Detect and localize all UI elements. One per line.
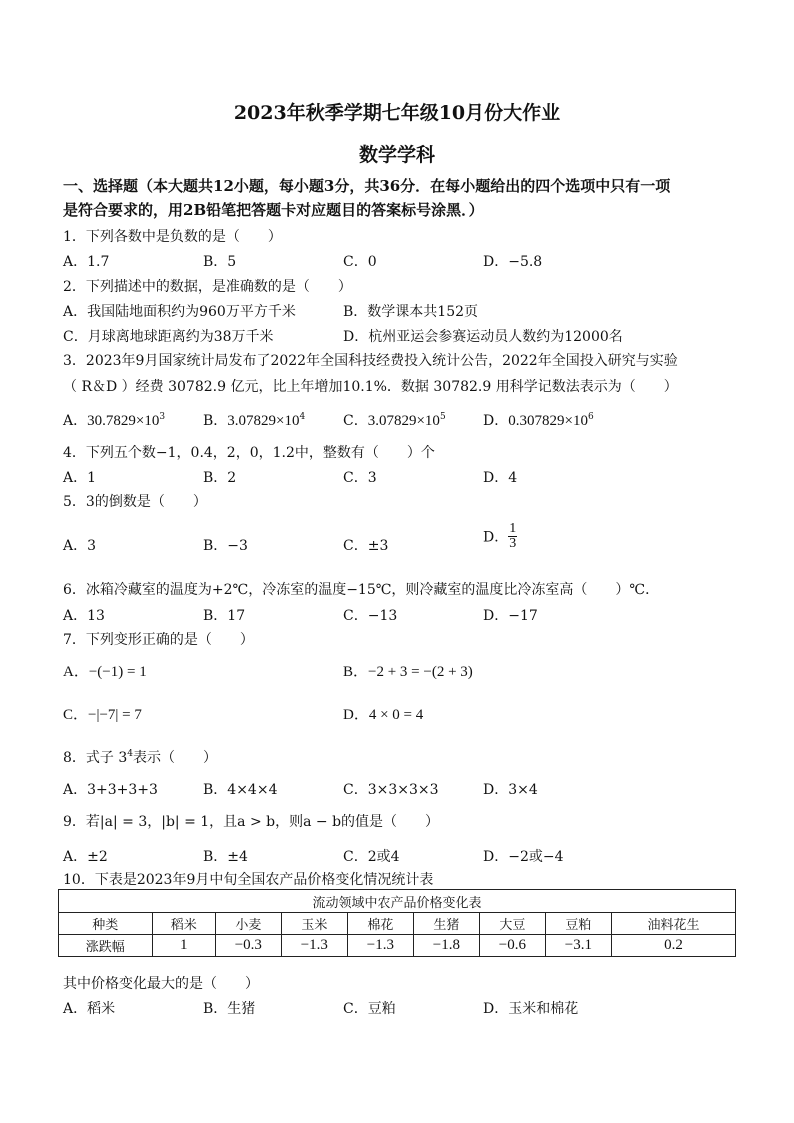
q3-option-b-label: B． bbox=[203, 413, 228, 429]
q5-option-d-label: D． bbox=[483, 529, 509, 546]
table-header-cell: 种类 bbox=[59, 913, 153, 935]
q5-option-c[interactable]: C．±3 bbox=[343, 538, 389, 554]
q9-option-d[interactable]: D．−2或−4 bbox=[483, 849, 564, 865]
q3-option-c-label: C． bbox=[343, 413, 368, 429]
q8-stem-exp: 4 bbox=[127, 749, 133, 759]
q2-option-a[interactable]: A．我国陆地面积约为960万平方千米 bbox=[63, 304, 296, 320]
q6-option-c[interactable]: C．−13 bbox=[343, 608, 398, 624]
q3-option-c[interactable] bbox=[343, 410, 446, 430]
q9-option-a[interactable]: A．±2 bbox=[63, 849, 108, 865]
q5-fraction-numerator: 1 bbox=[509, 521, 517, 536]
q5-fraction bbox=[508, 522, 517, 551]
table-cell: 1 bbox=[152, 935, 215, 957]
table-header-cell: 豆粕 bbox=[545, 913, 611, 935]
q2-option-c[interactable]: C．月球离地球距离约为38万千米 bbox=[63, 329, 274, 345]
q6-option-a[interactable]: A．13 bbox=[63, 608, 105, 624]
q10-option-b[interactable]: B．生猪 bbox=[203, 1001, 256, 1017]
q9-option-c[interactable]: C．2或4 bbox=[343, 849, 400, 865]
q8-stem-post: 表示（ ） bbox=[133, 750, 217, 766]
q4-option-a[interactable]: A．1 bbox=[63, 470, 97, 486]
q2-option-d[interactable]: D．杭州亚运会参赛运动员人数约为12000名 bbox=[343, 329, 623, 345]
q3-option-b[interactable] bbox=[203, 410, 305, 430]
q7-option-b[interactable]: B．−2 + 3 = −(2 + 3) bbox=[343, 664, 473, 680]
q5-option-b[interactable]: B．−3 bbox=[203, 538, 248, 554]
table-cell: 0.2 bbox=[611, 935, 735, 957]
q4-option-b[interactable]: B．2 bbox=[203, 470, 237, 486]
table-caption: 流动领域中农产品价格变化表 bbox=[59, 890, 736, 913]
q10-option-c[interactable]: C．豆粕 bbox=[343, 1001, 396, 1017]
q8-option-c[interactable]: C．3×3×3×3 bbox=[343, 782, 439, 798]
q7-option-d[interactable]: D．4 × 0 = 4 bbox=[343, 707, 424, 723]
q3-option-d-label: D． bbox=[483, 413, 509, 429]
table-header-cell: 油料花生 bbox=[611, 913, 735, 935]
q3-option-d[interactable] bbox=[483, 410, 594, 430]
q3-option-d-exp: 6 bbox=[587, 412, 594, 422]
q2-option-b[interactable]: B．数学课本共152页 bbox=[343, 304, 479, 320]
table-row bbox=[59, 935, 736, 957]
q2-stem: 2．下列描述中的数据，是准确数的是（ ） bbox=[63, 279, 352, 295]
q8-option-d[interactable]: D．3×4 bbox=[483, 782, 538, 798]
q8-option-a[interactable]: A．3+3+3+3 bbox=[63, 782, 158, 798]
q4-option-d[interactable]: D．4 bbox=[483, 470, 518, 486]
q3-stem-line1: 3．2023年9月国家统计局发布了2022年全国科技经费投入统计公告，2022年全国投入研究与实验 bbox=[63, 353, 678, 369]
q7-stem: 7．下列变形正确的是（ ） bbox=[63, 632, 254, 648]
q9-stem: 9．若|a| = 3，|b| = 1，且a > b，则a − b的值是（ ） bbox=[63, 814, 440, 830]
q6-stem: 6．冰箱冷藏室的温度为+2℃，冷冻室的温度−15℃，则冷藏室的温度比冷冻室高（ ）℃． bbox=[63, 582, 660, 598]
q8-stem-pre: 8．式子 3 bbox=[63, 750, 128, 766]
table-header-cell: 棉花 bbox=[347, 913, 413, 935]
q3-option-a-label: A． bbox=[63, 413, 88, 429]
table-cell: −0.3 bbox=[215, 935, 281, 957]
q7-option-c[interactable]: C．−|−7| = 7 bbox=[63, 707, 142, 723]
table-cell: −1.3 bbox=[347, 935, 413, 957]
q3-option-a-exp: 3 bbox=[159, 412, 166, 422]
q1-option-c[interactable]: C．0 bbox=[343, 254, 377, 270]
section-heading-line1: 一、选择题（本大题共12小题，每小题3分，共36分．在每小题给出的四个选项中只有一项 bbox=[63, 177, 671, 195]
page-title: 2023年秋季学期七年级10月份大作业 bbox=[233, 102, 561, 124]
q8-option-b[interactable]: B．4×4×4 bbox=[203, 782, 278, 798]
q10-question: 其中价格变化最大的是（ ） bbox=[63, 976, 259, 992]
q6-option-b[interactable]: B．17 bbox=[203, 608, 246, 624]
q7-option-a[interactable]: A．−(−1) = 1 bbox=[63, 664, 147, 680]
q3-option-c-exp: 5 bbox=[439, 412, 446, 422]
table-header-cell: 玉米 bbox=[281, 913, 347, 935]
q3-option-b-base: 3.07829×10 bbox=[227, 413, 300, 429]
q3-stem-line2: （ R＆D ）经费 30782.9 亿元，比上年增加10.1%．数据 30782.9 用科学记数法表示为（ ） bbox=[63, 379, 678, 395]
q5-option-a[interactable]: A．3 bbox=[63, 538, 97, 554]
table-header-cell: 大豆 bbox=[479, 913, 545, 935]
q3-option-b-exp: 4 bbox=[299, 412, 306, 422]
q10-option-a[interactable]: A．稻米 bbox=[63, 1001, 116, 1017]
q6-option-d[interactable]: D．−17 bbox=[483, 608, 538, 624]
table-cell: −0.6 bbox=[479, 935, 545, 957]
q10-stem: 10．下表是2023年9月中旬全国农产品价格变化情况统计表 bbox=[63, 872, 434, 888]
q3-option-a[interactable] bbox=[63, 410, 165, 430]
q8-stem bbox=[63, 747, 217, 767]
q9-option-b[interactable]: B．±4 bbox=[203, 849, 248, 865]
q1-option-b[interactable]: B．5 bbox=[203, 254, 237, 270]
table-header-cell: 生猪 bbox=[413, 913, 479, 935]
q10-option-d[interactable]: D．玉米和棉花 bbox=[483, 1001, 579, 1017]
q1-option-d[interactable]: D．−5.8 bbox=[483, 254, 543, 270]
q1-stem: 1．下列各数中是负数的是（ ） bbox=[63, 229, 282, 245]
q3-option-c-base: 3.07829×10 bbox=[367, 413, 440, 429]
q5-option-d[interactable] bbox=[483, 522, 517, 551]
table-cell: −1.8 bbox=[413, 935, 479, 957]
table-header-cell: 稻米 bbox=[152, 913, 215, 935]
q3-option-d-base: 0.307829×10 bbox=[508, 413, 588, 429]
table-header-cell: 小麦 bbox=[215, 913, 281, 935]
table-header-row bbox=[59, 913, 736, 935]
section-heading-line2: 是符合要求的，用2B铅笔把答题卡对应题目的答案标号涂黑．） bbox=[63, 201, 484, 219]
q5-fraction-denominator: 3 bbox=[509, 536, 517, 551]
table-cell: 涨跌幅 bbox=[59, 935, 153, 957]
q4-stem: 4．下列五个数−1，0.4，2，0，1.2中，整数有（ ）个 bbox=[63, 445, 435, 461]
table-cell: −3.1 bbox=[545, 935, 611, 957]
q5-stem: 5．3的倒数是（ ） bbox=[63, 494, 207, 510]
q4-option-c[interactable]: C．3 bbox=[343, 470, 377, 486]
q1-option-a[interactable]: A．1.7 bbox=[63, 254, 110, 270]
subject-title: 数学学科 bbox=[358, 144, 435, 166]
table-cell: −1.3 bbox=[281, 935, 347, 957]
q3-option-a-base: 30.7829×10 bbox=[87, 413, 160, 429]
price-change-table bbox=[58, 889, 736, 957]
